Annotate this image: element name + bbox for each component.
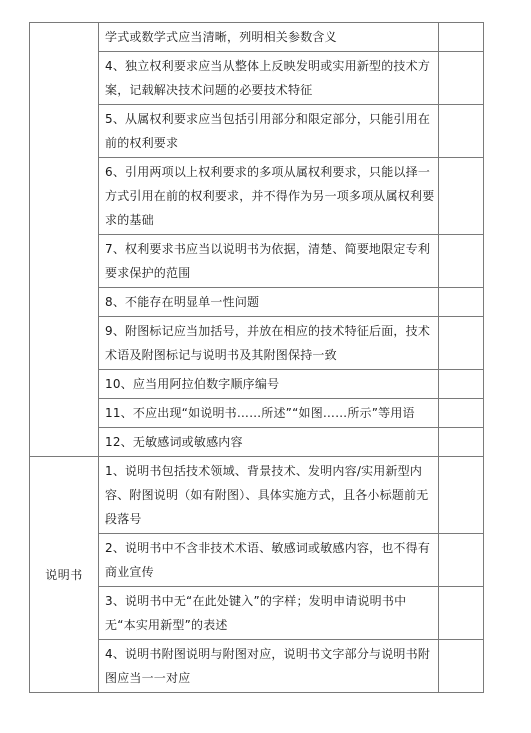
check-cell[interactable] <box>439 587 484 640</box>
table-row <box>30 534 484 587</box>
table-row <box>30 370 484 399</box>
checklist-item-text: 4、独立权利要求应当从整体上反映发明或实用新型的技术方案，记载解决技术问题的必要技术特征 <box>99 52 439 105</box>
check-cell[interactable] <box>439 288 484 317</box>
checklist-table-body <box>30 23 484 693</box>
check-cell[interactable] <box>439 23 484 52</box>
check-cell[interactable] <box>439 370 484 399</box>
checklist-item-text: 5、从属权利要求应当包括引用部分和限定部分，只能引用在前的权利要求 <box>99 105 439 158</box>
table-row <box>30 428 484 457</box>
check-cell[interactable] <box>439 457 484 534</box>
checklist-item-text: 3、说明书中无“在此处键入”的字样；发明申请说明书中无“本实用新型”的表述 <box>99 587 439 640</box>
table-row <box>30 158 484 235</box>
checklist-item-text: 11、不应出现“如说明书……所述”“如图……所示”等用语 <box>99 399 439 428</box>
checklist-item-text: 学式或数学式应当清晰，列明相关参数含义 <box>99 23 439 52</box>
checklist-item-text: 10、应当用阿拉伯数字顺序编号 <box>99 370 439 399</box>
check-cell[interactable] <box>439 428 484 457</box>
table-row <box>30 235 484 288</box>
check-cell[interactable] <box>439 399 484 428</box>
table-row <box>30 288 484 317</box>
section-category-cell <box>30 23 99 457</box>
checklist-item-text: 7、权利要求书应当以说明书为依据，清楚、简要地限定专利要求保护的范围 <box>99 235 439 288</box>
table-row <box>30 317 484 370</box>
checklist-item-text: 12、无敏感词或敏感内容 <box>99 428 439 457</box>
table-row <box>30 640 484 693</box>
table-row <box>30 399 484 428</box>
table-row <box>30 457 484 534</box>
checklist-item-text: 4、说明书附图说明与附图对应，说明书文字部分与说明书附图应当一一对应 <box>99 640 439 693</box>
check-cell[interactable] <box>439 52 484 105</box>
check-cell[interactable] <box>439 235 484 288</box>
table-row <box>30 23 484 52</box>
checklist-item-text: 8、不能存在明显单一性问题 <box>99 288 439 317</box>
check-cell[interactable] <box>439 158 484 235</box>
checklist-table <box>29 22 484 693</box>
table-row <box>30 587 484 640</box>
checklist-item-text: 6、引用两项以上权利要求的多项从属权利要求，只能以择一方式引用在前的权利要求，并不得作为另一项多项从属权利要求的基础 <box>99 158 439 235</box>
check-cell[interactable] <box>439 534 484 587</box>
table-row <box>30 52 484 105</box>
check-cell[interactable] <box>439 640 484 693</box>
check-cell[interactable] <box>439 317 484 370</box>
check-cell[interactable] <box>439 105 484 158</box>
checklist-item-text: 1、说明书包括技术领域、背景技术、发明内容/实用新型内容、附图说明（如有附图）、具体实施方式，且各小标题前无段落号 <box>99 457 439 534</box>
table-row <box>30 105 484 158</box>
checklist-item-text: 9、附图标记应当加括号，并放在相应的技术特征后面，技术术语及附图标记与说明书及其附图保持一致 <box>99 317 439 370</box>
checklist-item-text: 2、说明书中不含非技术术语、敏感词或敏感内容，也不得有商业宣传 <box>99 534 439 587</box>
section-category-cell: 说明书 <box>30 457 99 693</box>
